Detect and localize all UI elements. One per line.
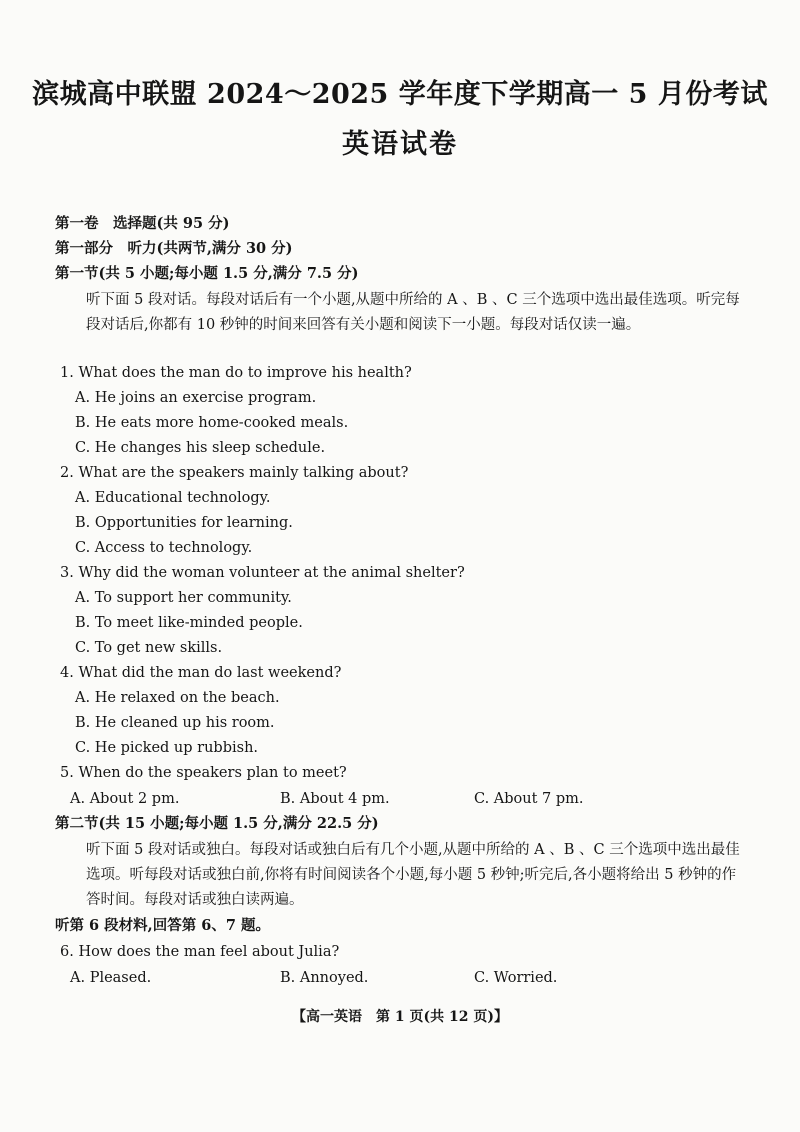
material-6-note: 听第 6 段材料,回答第 6、7 题。 <box>55 917 271 934</box>
part-heading: 第一部分 听力(共两节,满分 30 分) <box>55 240 293 257</box>
question-5-option-a: A. About 2 pm. <box>70 791 180 807</box>
question-2-option-c: C. Access to technology. <box>75 540 253 556</box>
question-4-option-b: B. He cleaned up his room. <box>75 715 275 731</box>
question-2-option-a: A. Educational technology. <box>75 490 271 506</box>
exam-title: 滨城高中联盟 2024～2025 学年度下学期高一 5 月份考试 <box>32 79 768 110</box>
question-1-option-b: B. He eats more home-cooked meals. <box>75 415 349 431</box>
question-3-option-a: A. To support her community. <box>75 590 292 606</box>
question-2-stem: 2. What are the speakers mainly talking about? <box>60 465 409 481</box>
exam-subject: 英语试卷 <box>342 129 458 160</box>
question-1-option-a: A. He joins an exercise program. <box>75 390 317 406</box>
question-2-option-b: B. Opportunities for learning. <box>75 515 293 531</box>
section2-instructions <box>55 838 745 913</box>
question-5-option-b: B. About 4 pm. <box>280 791 390 807</box>
question-3-option-c: C. To get new skills. <box>75 640 223 656</box>
question-1-option-c: C. He changes his sleep schedule. <box>75 440 326 456</box>
question-4-option-a: A. He relaxed on the beach. <box>75 690 280 706</box>
question-1-stem: 1. What does the man do to improve his health? <box>60 365 412 381</box>
question-3-stem: 3. Why did the woman volunteer at the animal shelter? <box>60 565 465 581</box>
question-5-stem: 5. When do the speakers plan to meet? <box>60 765 347 781</box>
question-6-stem: 6. How does the man feel about Julia? <box>60 944 340 960</box>
question-6-option-b: B. Annoyed. <box>280 970 369 986</box>
question-4-stem: 4. What did the man do last weekend? <box>60 665 342 681</box>
question-6-option-c: C. Worried. <box>474 970 558 986</box>
section1-instructions-text: 听下面 5 段对话。每段对话后有一个小题,从题中所给的 A 、B 、C 三个选项中选出最佳选项。听完每段对话后,你都有 10 秒钟的时间来回答有关小题和阅读下一小题。每段对话仅读一遍。 <box>86 292 740 333</box>
volume-heading: 第一卷 选择题(共 95 分) <box>55 215 230 232</box>
section2-heading: 第二节(共 15 小题;每小题 1.5 分,满分 22.5 分) <box>55 815 379 832</box>
question-5-option-c: C. About 7 pm. <box>474 791 584 807</box>
section1-instructions <box>55 288 745 338</box>
page-footer: 【高一英语 第 1 页(共 12 页)】 <box>292 1009 508 1025</box>
question-3-option-b: B. To meet like-minded people. <box>75 615 303 631</box>
section2-instructions-text: 听下面 5 段对话或独白。每段对话或独白后有几个小题,从题中所给的 A 、B 、C 三个选项中选出最佳选项。听每段对话或独白前,你将有时间阅读各个小题,每小题 5 秒钟;听完后,各小题将给出 5 秒钟的作答时间。每段对话或独白读两遍。 <box>86 842 740 908</box>
question-4-option-c: C. He picked up rubbish. <box>75 740 259 756</box>
section1-heading: 第一节(共 5 小题;每小题 1.5 分,满分 7.5 分) <box>55 265 359 282</box>
question-6-option-a: A. Pleased. <box>70 970 152 986</box>
